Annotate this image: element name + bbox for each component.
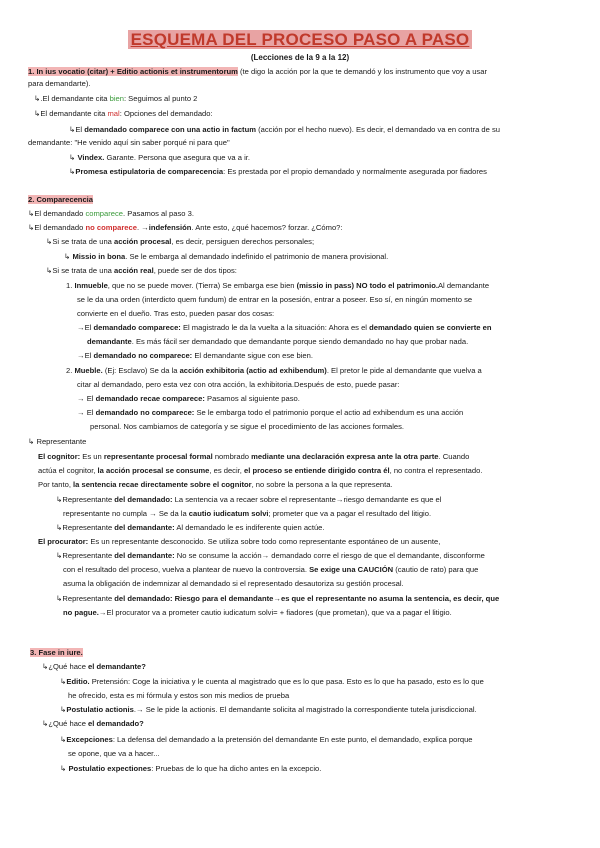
text-line: representante no cumpla → Se da la cautio iudicatum solvi; prometer que va a pagar el resultado del litigio. [63,509,432,518]
text-line: con el resultado del proceso, vuelva a plantear de nuevo la controversia. Se exige una CAUCIÓN (cautio de rato) para que [63,565,479,574]
text-line: personal. Nos cambiamos de categoría y se sigue el procedimiento de las acciones formales. [90,422,405,431]
text-line: → El demandado recae comparece: Pasamos al siguiente paso. [77,394,300,403]
text-line: ↳Representante del demandante: Al demandado le es indiferente quien actúe. [56,523,325,532]
text-line: El cognitor: Es un representante procesal formal nombrado mediante una declaración expresa ante la otra parte. Cuando [38,452,470,461]
text-line: ↳Editio. Pretensión: Coge la iniciativa y le cuenta al magistrado que es lo que pasa. Esto es lo que ha pasado, esto es lo que [60,677,484,686]
section-2-heading-line [28,195,93,205]
text-line: ↳Representante del demandado: La sentencia va a recaer sobre el representante→riesgo demandante es que el [56,495,442,504]
text-line: se opone, que va a hacer... [68,749,160,758]
text-line: demandante. Es más fácil ser demandado que demandante porque siendo demandado no hay que probar nada. [87,337,469,346]
text-line: ↳Promesa estipulatoria de comparecencia: Es prestada por el propio demandado y normalmente asegurada por fiadores [69,167,487,176]
text-line: he ofrecido, esta es mi fórmula y estos son mis medios de prueba [68,691,290,700]
text-line: se le da una orden (interdicto quem fundum) de entrar en la posesión, entrar a poseer. Eso sí, en ningún momento se [77,295,473,304]
page-subtitle: (Lecciones de la 9 a la 12) [250,53,350,62]
text-line: ↳ Representante [28,437,87,446]
text-line: ↳Si se trata de una acción real, puede ser de dos tipos: [46,266,237,275]
text-line: ↳El demandado comparece con una actio in factum (acción por el hecho nuevo). Es decir, el demandado va en contra de su [69,125,500,134]
text-line: para demandarte). [28,79,91,88]
text-line: citar al demandado, pero esta vez con otra acción, la exhibitoria.Después de esto, puede pasar: [77,380,400,389]
text-line: demandante: "He venido aquí sin saber porqué ni para que" [28,138,230,147]
text-line: ↳ Missio in bona. Se le embarga al demandado indefinido el patrimonio de manera provisional. [64,252,389,261]
text-line: →El demandado no comparece: El demandante sigue con ese bien. [77,351,313,360]
text-line: ↳.El demandante cita bien: Seguimos al punto 2 [34,94,198,103]
text-line: ↳El demandado comparece. Pasamos al paso 3. [28,209,194,218]
text-line: ↳Excepciones: La defensa del demandado a la pretensión del demandante En este punto, el demandado, explica porque [60,735,473,744]
text-line: ↳ Postulatio expectiones: Pruebas de lo que ha dicho antes en la excepcio. [60,764,322,773]
text-line: ↳Representante del demandante: No se consume la acción→ demandado corre el riesgo de que el demandante, disconforme [56,551,485,560]
text-line: no pague.→El procurator va a prometer cautio iudicatum solvi= + fiadores (que prometan), que va a pagar el litigio. [63,608,452,617]
text-line: ↳¿Qué hace el demandado? [42,719,144,728]
text-line: 1. Inmueble, que no se puede mover. (Tierra) Se embarga ese bien (missio in pass) NO todo el patrimonio.Al demandante [66,281,490,290]
text-line: →El demandado comparece: El magistrado le da la vuelta a la situación: Ahora es el demandado quien se convierte en [77,323,492,332]
text-line: convierte en el dueño. Tras esto, pueden pasar dos cosas: [77,309,275,318]
section-3-heading-line [30,648,83,658]
text-line: ↳ Vindex. Garante. Persona que asegura que va a ir. [69,153,251,162]
section-2-heading: 2. Comparecencia [28,195,93,204]
text-line: ↳El demandado no comparece. →indefensión. Ante esto, ¿qué hacemos? forzar. ¿Cómo?: [28,223,343,232]
text-line: El procurator: Es un representante desconocido. Se utiliza sobre todo como representante espontáneo de un ausente, [38,537,441,546]
text-line: asuma la obligación de indemnizar al demandado si el representado desautoriza su gestión procesal. [63,579,404,588]
text-line: ↳Si se trata de una acción procesal, es decir, persiguen derechos personales; [46,237,315,246]
text-line: actúa el cognitor, la acción procesal se consume, es decir, el proceso se entiende dirigido contra él, no contra el representado. [38,466,483,475]
text-line: ↳Postulatio actionis.→ Se le pide la actionis. El demandante solicita al magistrado la correspondiente tutela jurisdiccional. [60,705,477,714]
text-line: ↳Representante del demandado: Riesgo para el demandante→es que el representante no asuma la sentencia, es decir, que [56,594,500,603]
page-title: ESQUEMA DEL PROCESO PASO A PASO [0,30,600,50]
text-line: 2. Mueble. (Ej: Esclavo) Se da la acción exhibitoria (actio ad exhibendum). El pretor le pide al demandante que vuelva a [66,366,482,375]
text-line: ↳El demandante cita mal: Opciones del demandado: [34,109,213,118]
section-1-heading-line: 1. In ius vocatio (citar) + Editio actionis et instrumentorum (te digo la acción por la que te demandó y los instrumento que voy a usar [28,67,487,76]
section-1-heading: 1. In ius vocatio (citar) + Editio actionis et instrumentorum [28,67,238,76]
section-3-heading: 3. Fase in iure. [30,648,83,657]
text-line: ↳¿Qué hace el demandante? [42,662,146,671]
text-line: → El demandado no comparece: Se le embarga todo el patrimonio porque el actio ad exhibendum es una acción [77,408,464,417]
text-line: Por tanto, la sentencia recae directamente sobre el cognitor, no sobre la persona a la que representa. [38,480,393,489]
